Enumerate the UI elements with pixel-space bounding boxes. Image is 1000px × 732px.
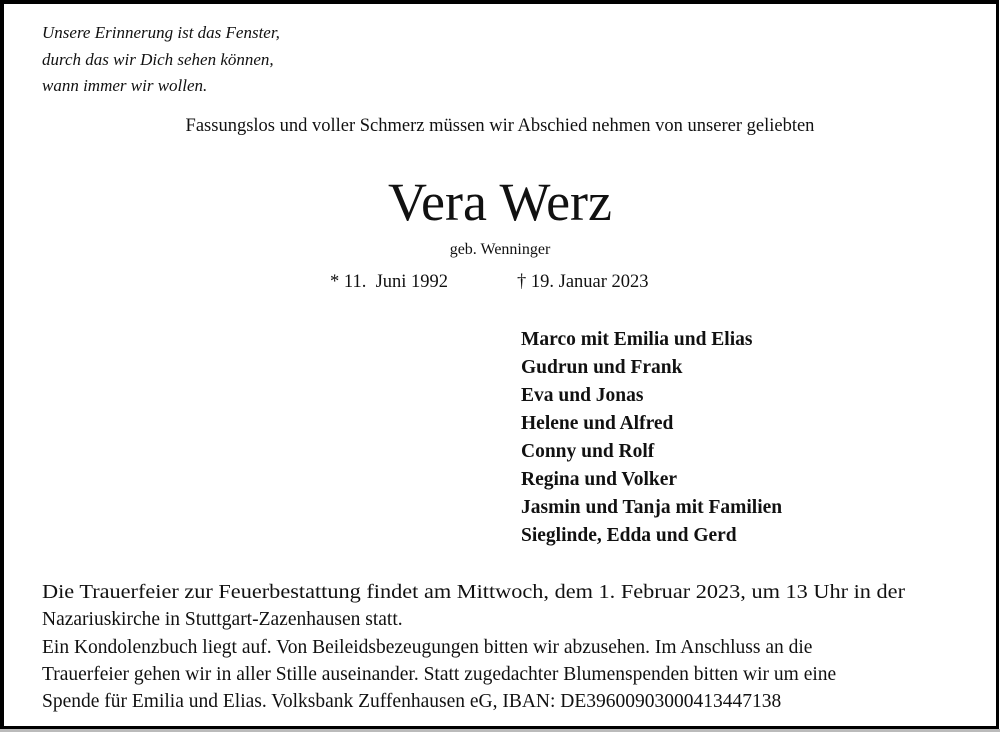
motto-line: wann immer wir wollen. <box>42 76 208 95</box>
intro-text: Fassungslos und voller Schmerz müssen wir Abschied nehmen von unserer geliebten <box>185 116 815 136</box>
notice-line: Die Trauerfeier zur Feuerbestattung findet am Mittwoch, dem 1. Februar 2023, um 13 Uhr in der <box>42 582 906 603</box>
death-date: † 19. Januar 2023 <box>517 272 649 292</box>
birth-name: geb. Wenninger <box>449 241 551 258</box>
notice-line: Trauerfeier gehen wir in aller Stille auseinander. Statt zugedachter Blumenspenden bitten wir um eine <box>42 663 837 685</box>
birth-date: * 11. Juni 1992 <box>330 272 449 292</box>
mourner: Gudrun und Frank <box>521 357 683 378</box>
mourner: Regina und Volker <box>521 469 678 490</box>
mourner: Conny und Rolf <box>521 441 655 462</box>
motto-line: durch das wir Dich sehen können, <box>42 49 274 69</box>
motto <box>42 20 280 100</box>
mourners-list <box>521 326 782 550</box>
motto-line: Unsere Erinnerung ist das Fenster, <box>42 23 280 42</box>
funeral-notice <box>42 579 906 715</box>
deceased-name: Vera Werz <box>387 172 612 232</box>
notice-line: Spende für Emilia und Elias. Volksbank Zuffenhausen eG, IBAN: DE39600903000413447138 <box>42 691 782 713</box>
notice-line: Ein Kondolenzbuch liegt auf. Von Beileidsbezeugungen bitten wir abzusehen. Im Anschluss an die <box>42 636 813 658</box>
notice-line: Nazariuskirche in Stuttgart-Zazenhausen statt. <box>42 609 403 631</box>
mourner: Eva und Jonas <box>521 385 644 406</box>
mourner: Jasmin und Tanja mit Familien <box>521 497 783 518</box>
mourner: Helene und Alfred <box>521 413 674 434</box>
mourner: Sieglinde, Edda und Gerd <box>521 525 737 546</box>
mourner: Marco mit Emilia und Elias <box>521 329 753 350</box>
